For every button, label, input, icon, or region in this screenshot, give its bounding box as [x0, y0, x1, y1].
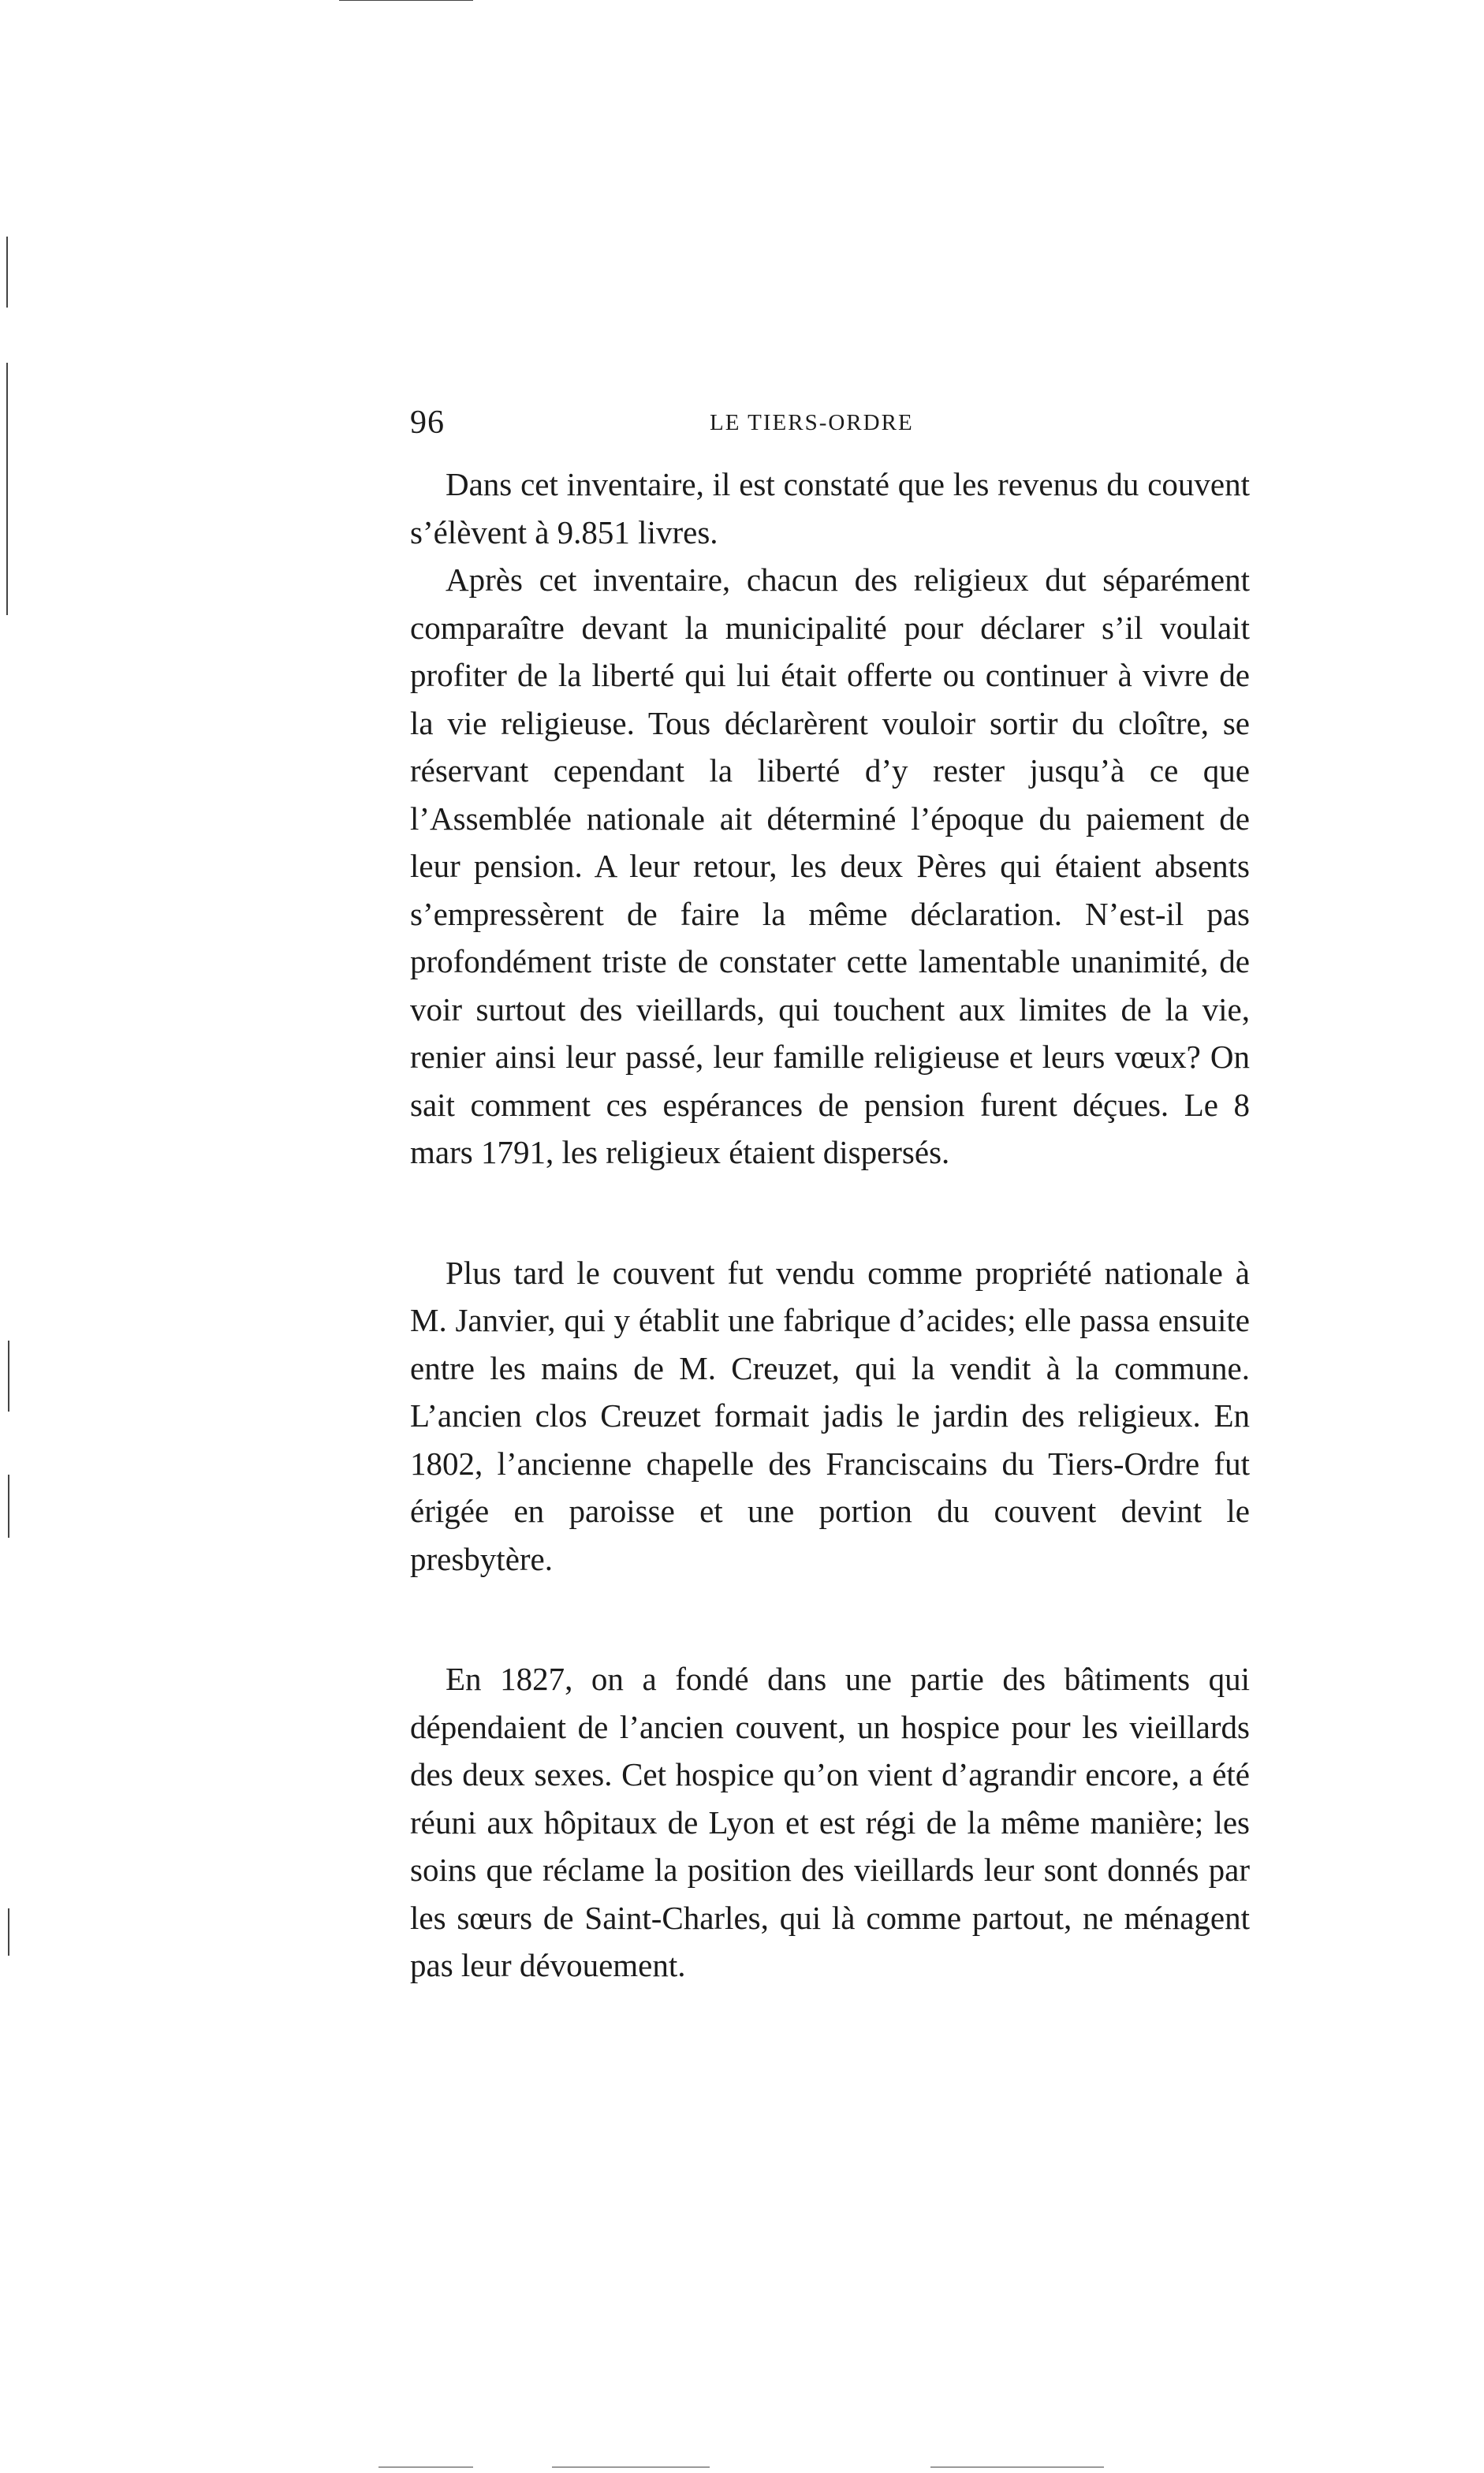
scan-edge-mark	[8, 1341, 9, 1412]
scan-edge-mark	[8, 1475, 9, 1538]
paragraph: En 1827, on a fondé dans une partie des bâtiments qui dépendaient de l’ancien couvent, un hospice pour les vieillards des deux sexes. Cet hospice qu’on vient d’agrandir encore, a été réuni aux hôpitaux de Lyon et est régi de la même manière; les soins que réclame la position des vieillards leur sont donnés par les sœurs de Saint-Charles, qui là comme partout, ne ménagent pas leur dévouement.	[410, 1661, 1250, 1983]
running-title: LE TIERS-ORDRE	[710, 410, 914, 435]
paragraph: Après cet inventaire, chacun des religieux dut séparément comparaître devant la municipalité pour déclarer s’il voulait profiter de la liberté qui lui était offerte ou continuer à vivre de la vie religieuse. Tous déclarèrent vouloir sortir du cloître, se réservant cependant la liberté d’y rester jusqu’à ce que l’Assemblée nationale ait déterminé l’époque du paiement de leur pension. A leur retour, les deux Pères qui étaient absents s’empressèrent de faire la même déclaration. N’est-il pas profondément triste de constater cette lamentable unanimité, de voir surtout des vieillards, qui touchent aux limites de la vie, renier ainsi leur passé, leur famille religieuse et leurs vœux? On sait comment ces espérances de pension furent déçues. Le 8 mars 1791, les religieux étaient dispersés.	[410, 561, 1250, 1170]
scan-edge-mark	[339, 0, 473, 1]
page-number: 96	[410, 405, 445, 441]
scan-edge-mark	[6, 237, 8, 308]
scan-edge-mark	[8, 1908, 9, 1956]
scan-edge-mark	[6, 363, 8, 615]
page-header	[410, 404, 1246, 451]
paragraph: Dans cet inventaire, il est constaté que les revenus du couvent s’élèvent à 9.851 livres.	[410, 466, 1250, 550]
body-text	[410, 461, 1250, 1990]
paragraph: Plus tard le couvent fut vendu comme propriété nationale à M. Janvier, qui y établit une fabrique d’acides; elle passa ensuite entre les mains de M. Creuzet, qui la vendit à la commune. L’ancien clos Creuzet formait jadis le jardin des religieux. En 1802, l’ancienne chapelle des Franciscains du Tiers-Ordre fut érigée en paroisse et une portion du couvent devint le presbytère.	[410, 1254, 1250, 1577]
